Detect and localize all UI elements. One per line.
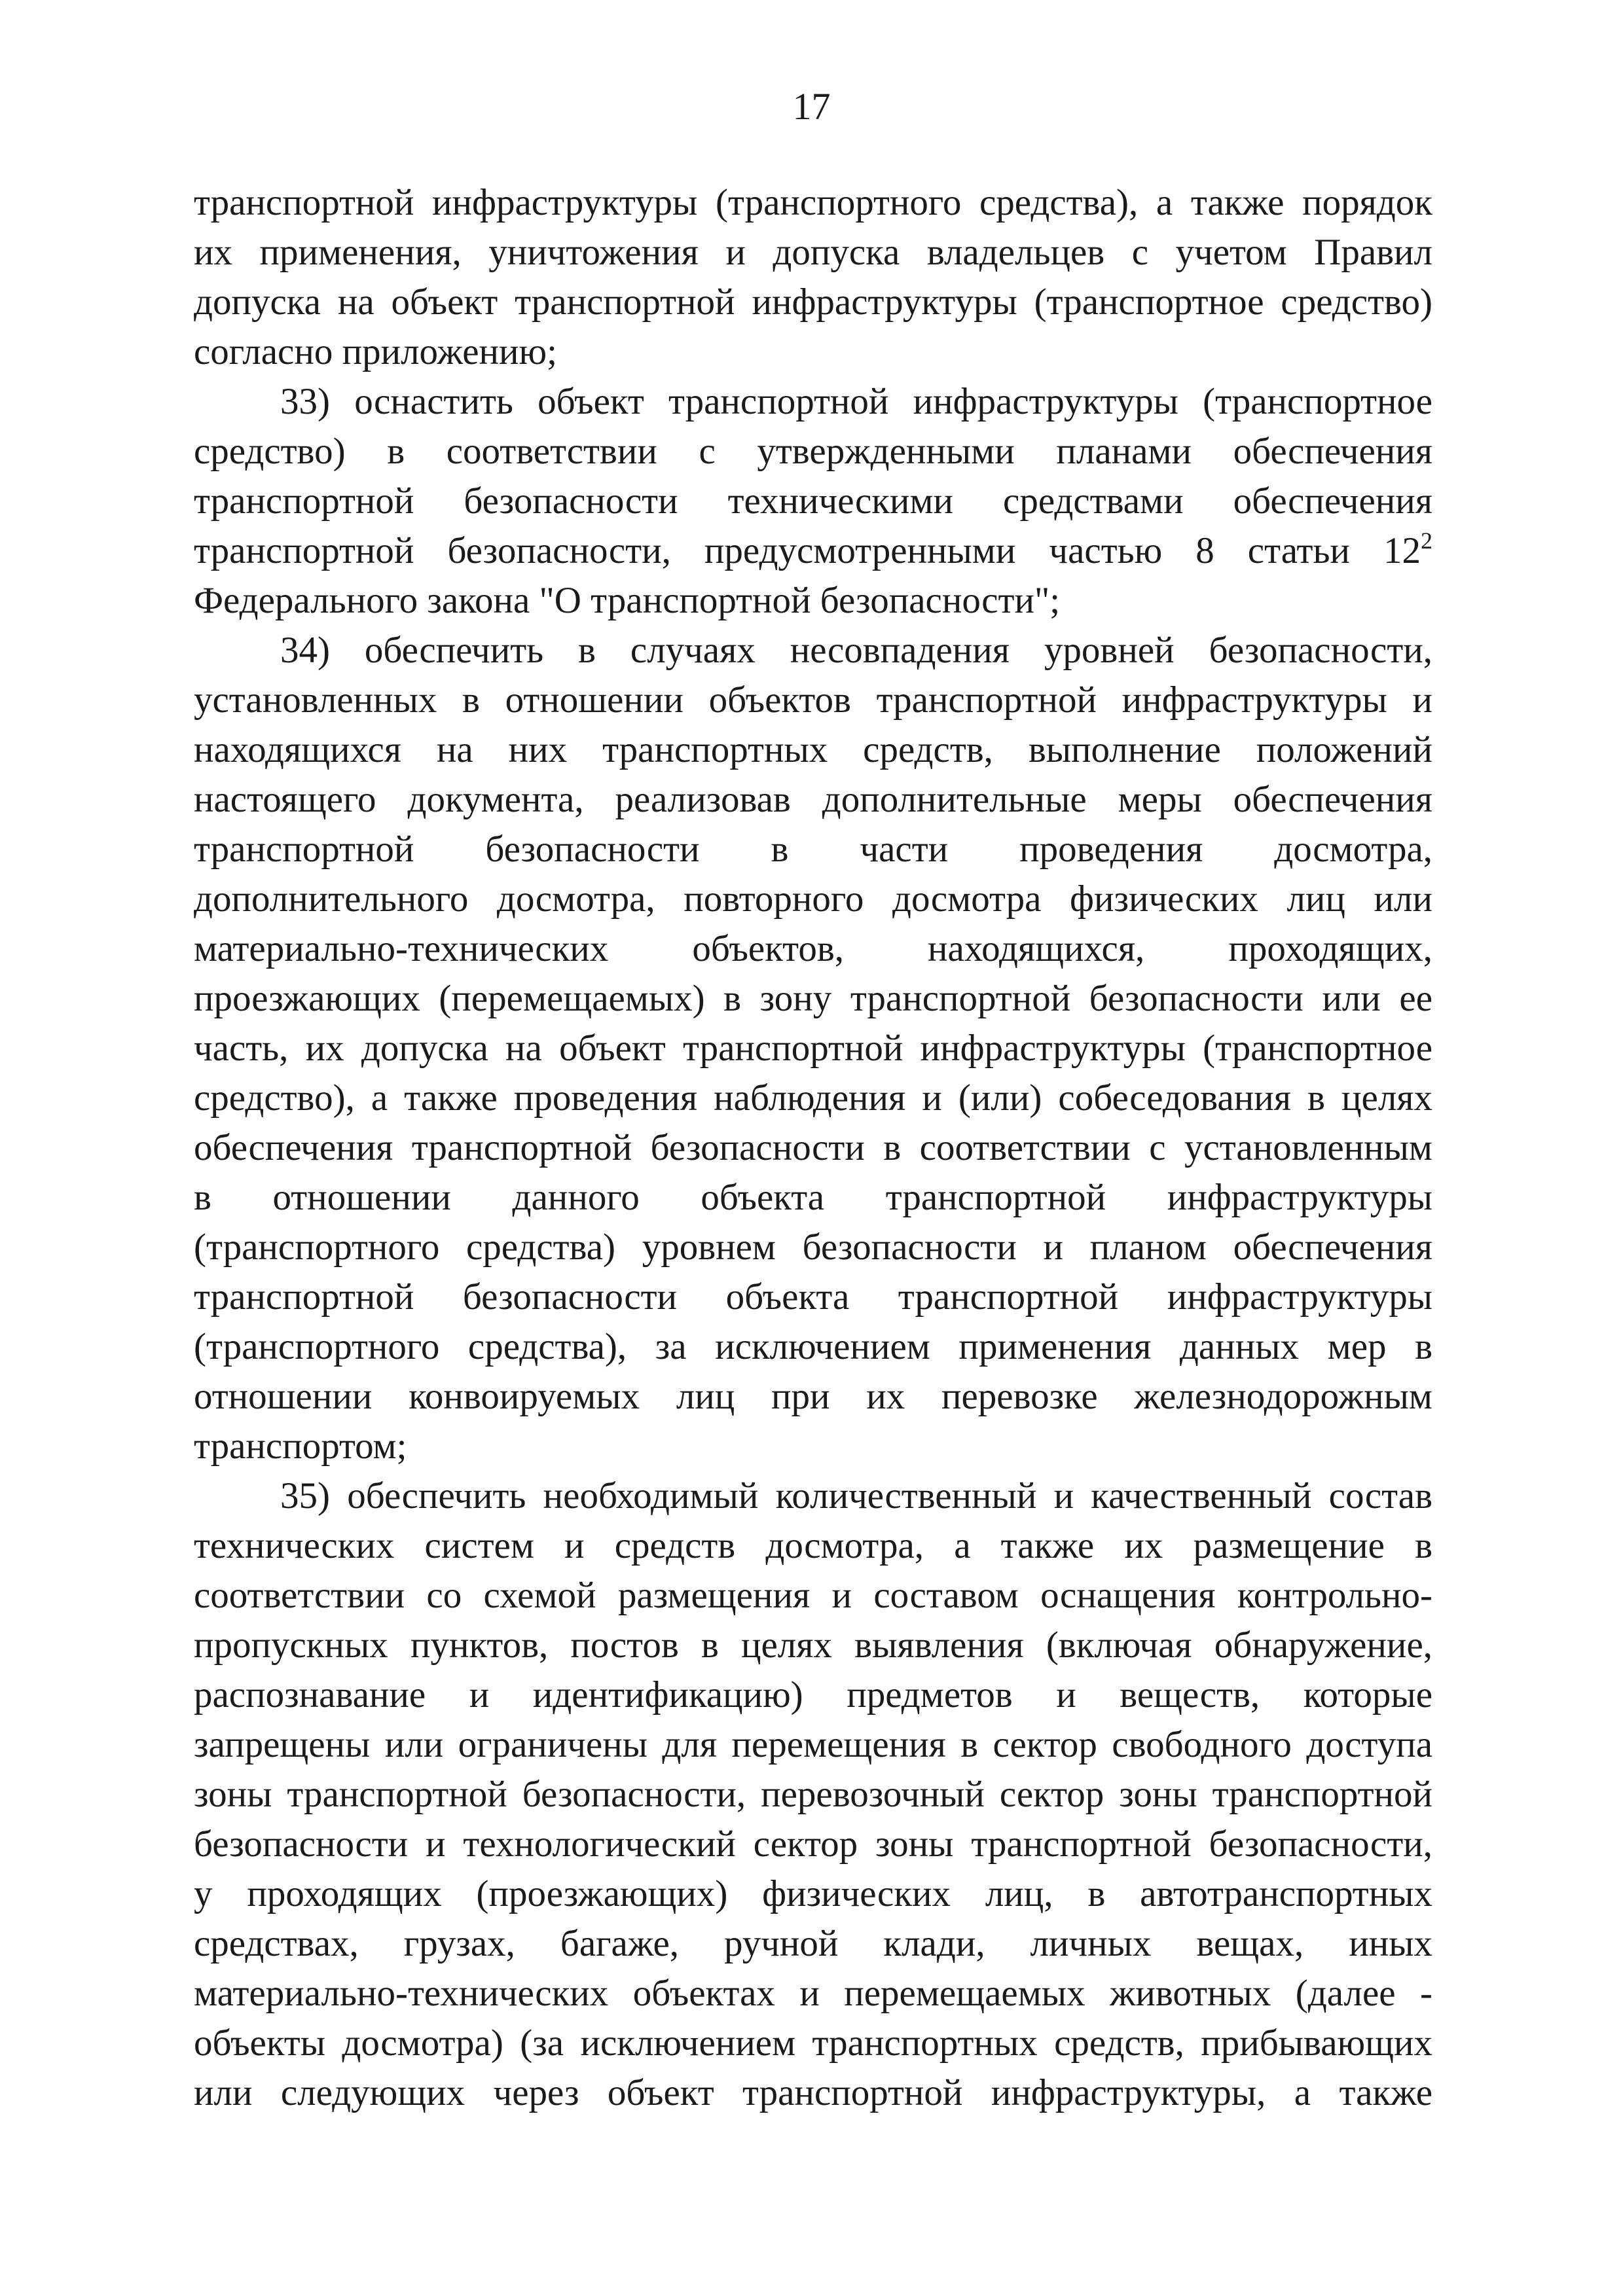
superscript: 2 (1421, 528, 1432, 554)
text-line: отношении конвоируемых лиц при их перевозке железнодорожным (194, 1376, 1432, 1417)
text-line: безопасности и технологический сектор зоны транспортной безопасности, (194, 1823, 1432, 1865)
text-line: транспортной инфраструктуры (транспортного средства), а также порядок (194, 182, 1432, 223)
text-line: средство) в соответствии с утвержденными планами обеспечения (194, 431, 1432, 472)
text-line: настоящего документа, реализовав дополнительные меры обеспечения (194, 779, 1432, 820)
text-line: у проходящих (проезжающих) физических лиц, в автотранспортных (194, 1873, 1432, 1914)
text-line: транспортом; (194, 1426, 407, 1467)
text-line: часть, их допуска на объект транспортной инфраструктуры (транспортное (194, 1028, 1432, 1069)
text-line: запрещены или ограничены для перемещения в сектор свободного доступа (194, 1724, 1432, 1765)
paragraph-continuation (194, 178, 1432, 377)
text-line: обеспечения транспортной безопасности в соответствии с установленным (194, 1127, 1432, 1168)
text-line: зоны транспортной безопасности, перевозочный сектор зоны транспортной (194, 1774, 1432, 1815)
text-line: установленных в отношении объектов транспортной инфраструктуры и (194, 679, 1432, 721)
text-line: или следующих через объект транспортной инфраструктуры, а также (194, 2072, 1432, 2113)
text-line: проезжающих (перемещаемых) в зону транспортной безопасности или ее (194, 978, 1432, 1019)
text-line: их применения, уничтожения и допуска владельцев с учетом Правил (194, 232, 1432, 273)
text-line: в отношении данного объекта транспортной инфраструктуры (194, 1177, 1432, 1218)
text-line: Федерального закона "О транспортной безопасности"; (194, 580, 1061, 621)
text-line: распознавание и идентификацию) предметов и веществ, которые (194, 1674, 1432, 1715)
text-line: 35) обеспечить необходимый количественный и качественный состав (280, 1475, 1432, 1516)
text-line: соответствии со схемой размещения и составом оснащения контрольно- (194, 1575, 1432, 1616)
text-line: дополнительного досмотра, повторного досмотра физических лиц или (194, 878, 1432, 920)
text-line: транспортной безопасности в части проведения досмотра, (194, 829, 1432, 870)
text-line: (транспортного средства) уровнем безопасности и планом обеспечения (194, 1227, 1432, 1268)
paragraph-item-33 (194, 377, 1432, 626)
text-line-with-superscript (194, 526, 1432, 576)
document-body (194, 178, 1432, 2118)
text-line: пропускных пунктов, постов в целях выявления (включая обнаружение, (194, 1624, 1432, 1666)
text-line: транспортной безопасности объекта транспортной инфраструктуры (194, 1276, 1432, 1318)
text-line: согласно приложению; (194, 331, 557, 372)
page-number: 17 (792, 85, 831, 128)
text-line: (транспортного средства), за исключением применения данных мер в (194, 1326, 1432, 1367)
text-line: средство), а также проведения наблюдения и (или) собеседования в целях (194, 1077, 1432, 1119)
paragraph-item-34 (194, 626, 1432, 1471)
text-line: транспортной безопасности техническими средствами обеспечения (194, 480, 1432, 522)
text-line: объекты досмотра) (за исключением транспортных средств, прибывающих (194, 2022, 1432, 2064)
text-line: материально-технических объектов, находящихся, проходящих, (194, 928, 1432, 969)
text-line: находящихся на них транспортных средств, выполнение положений (194, 729, 1432, 770)
paragraph-item-35 (194, 1471, 1432, 2118)
text-line: 34) обеспечить в случаях несовпадения уровней безопасности, (280, 630, 1432, 671)
text-line: допуска на объект транспортной инфраструктуры (транспортное средство) (194, 281, 1432, 323)
text-line: материально-технических объектах и перемещаемых животных (далее - (194, 1973, 1432, 2014)
text-line-content: транспортной безопасности, предусмотренными частью 8 статьи 12 (194, 530, 1421, 571)
text-line: средствах, грузах, багаже, ручной клади, личных вещах, иных (194, 1923, 1432, 1964)
text-line: 33) оснастить объект транспортной инфраструктуры (транспортное (280, 381, 1432, 422)
text-line: технических систем и средств досмотра, а также их размещение в (194, 1525, 1432, 1566)
